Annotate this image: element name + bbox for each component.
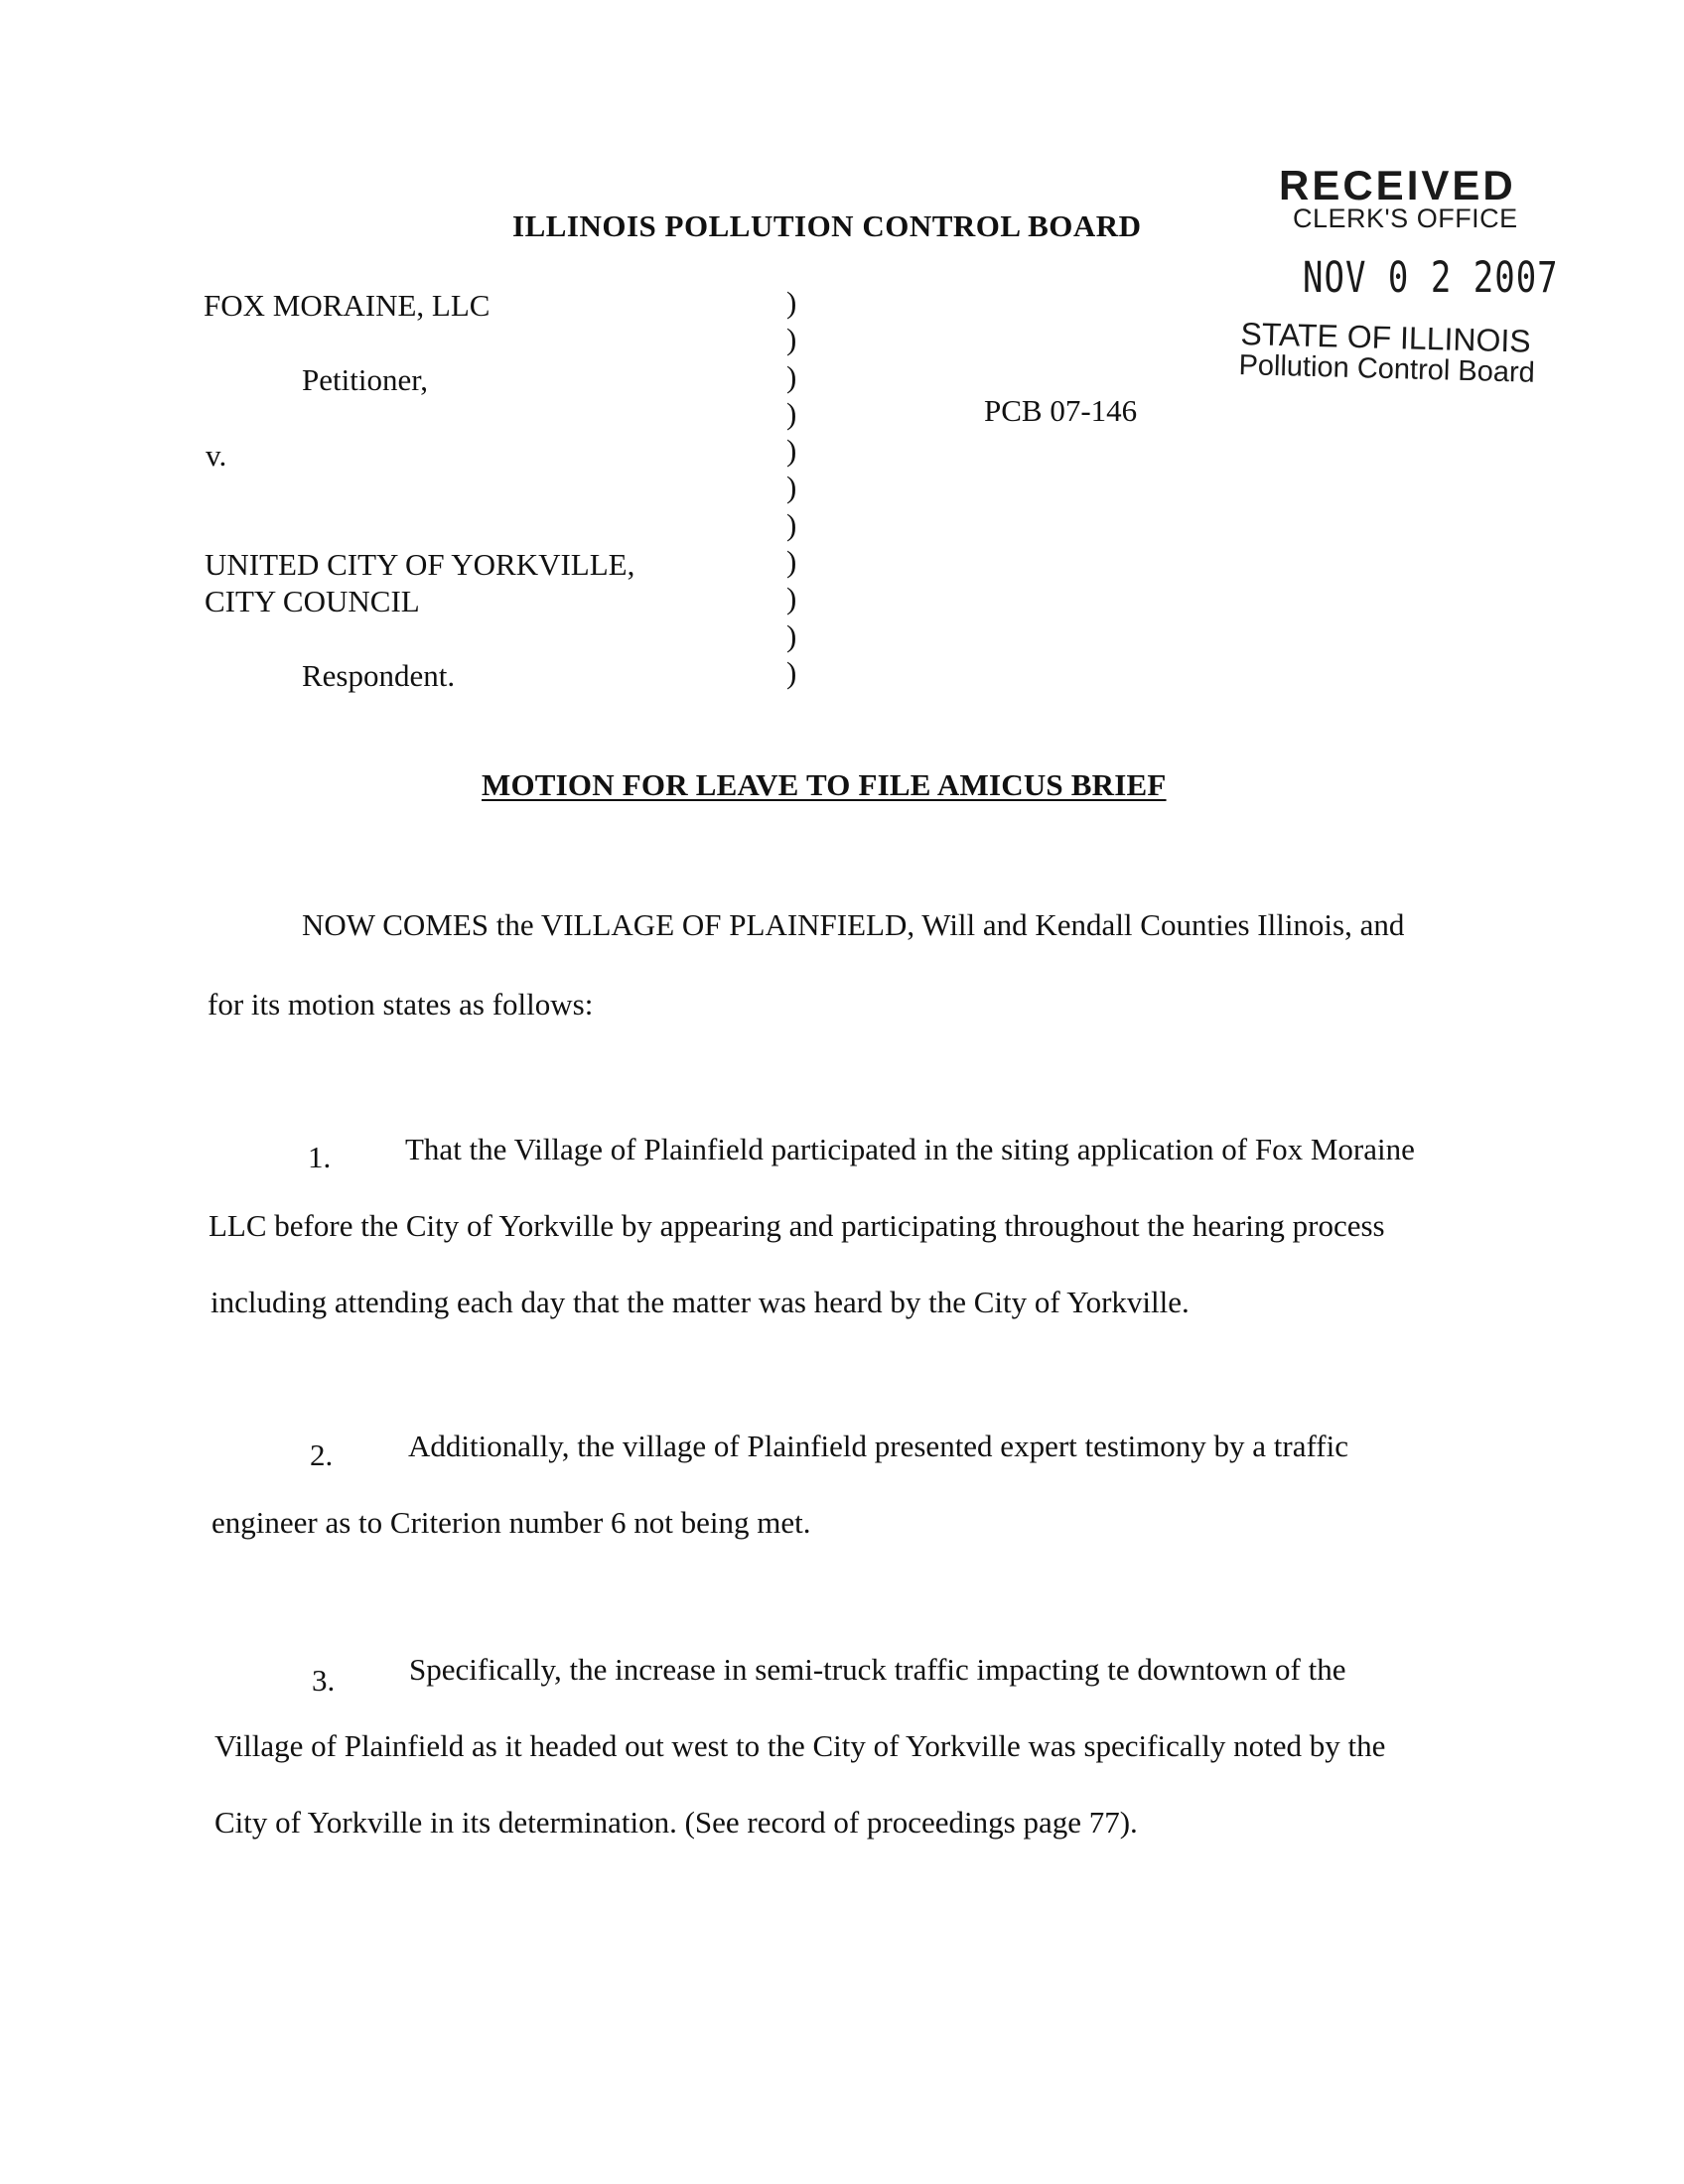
paragraph-line: LLC before the City of Yorkville by appearing and participating throughout the hearing process	[209, 1208, 1385, 1243]
intro-line: NOW COMES the VILLAGE OF PLAINFIELD, Will and Kendall Counties Illinois, and	[302, 907, 1405, 942]
caption-paren: )	[786, 285, 797, 320]
caption-paren: )	[786, 395, 797, 431]
caption-parenthesis-column	[786, 284, 796, 691]
paragraph-line: Village of Plainfield as it headed out west to the City of Yorkville was specifically noted by the	[214, 1728, 1386, 1763]
paragraph-line: That the Village of Plainfield participated in the siting application of Fox Moraine	[405, 1132, 1415, 1166]
stamp-date: NOV 0 2 2007	[1303, 253, 1559, 303]
board-title: ILLINOIS POLLUTION CONTROL BOARD	[512, 208, 1142, 243]
respondent-name-line1: UNITED CITY OF YORKVILLE,	[205, 547, 635, 582]
case-number: PCB 07-146	[984, 393, 1138, 428]
caption-paren: )	[786, 654, 797, 690]
versus-label: v.	[206, 438, 227, 473]
respondent-name-line2: CITY COUNCIL	[205, 584, 420, 618]
caption-paren: )	[786, 544, 797, 580]
petitioner-name: FOX MORAINE, LLC	[204, 288, 491, 323]
paragraph-line: City of Yorkville in its determination. (See record of proceedings page 77).	[214, 1805, 1138, 1840]
caption-paren: )	[786, 322, 797, 357]
paragraph-line: Additionally, the village of Plainfield presented expert testimony by a traffic	[408, 1429, 1348, 1463]
motion-title: MOTION FOR LEAVE TO FILE AMICUS BRIEF	[482, 767, 1167, 802]
stamp-clerks-office: CLERK'S OFFICE	[1293, 204, 1518, 233]
paragraph-number: 3.	[312, 1663, 336, 1698]
paragraph-line: engineer as to Criterion number 6 not being met.	[211, 1505, 811, 1540]
respondent-label: Respondent.	[302, 658, 456, 693]
caption-paren: )	[786, 470, 797, 505]
caption-paren: )	[786, 581, 797, 616]
paragraph-number: 1.	[308, 1140, 332, 1174]
caption-paren: )	[786, 506, 797, 542]
caption-paren: )	[786, 617, 797, 653]
petitioner-label: Petitioner,	[302, 362, 429, 397]
paragraph-line: including attending each day that the matter was heard by the City of Yorkville.	[210, 1285, 1190, 1319]
stamp-state: STATE OF ILLINOIS	[1240, 316, 1532, 359]
caption-paren: )	[786, 433, 797, 469]
stamp-received-text: RECEIVED	[1279, 162, 1516, 208]
intro-line: for its motion states as follows:	[208, 987, 594, 1022]
paragraph-line: Specifically, the increase in semi-truck traffic impacting te downtown of the	[409, 1652, 1346, 1687]
stamp-board: Pollution Control Board	[1238, 349, 1536, 389]
caption-paren: )	[786, 358, 797, 394]
paragraph-number: 2.	[310, 1437, 334, 1472]
